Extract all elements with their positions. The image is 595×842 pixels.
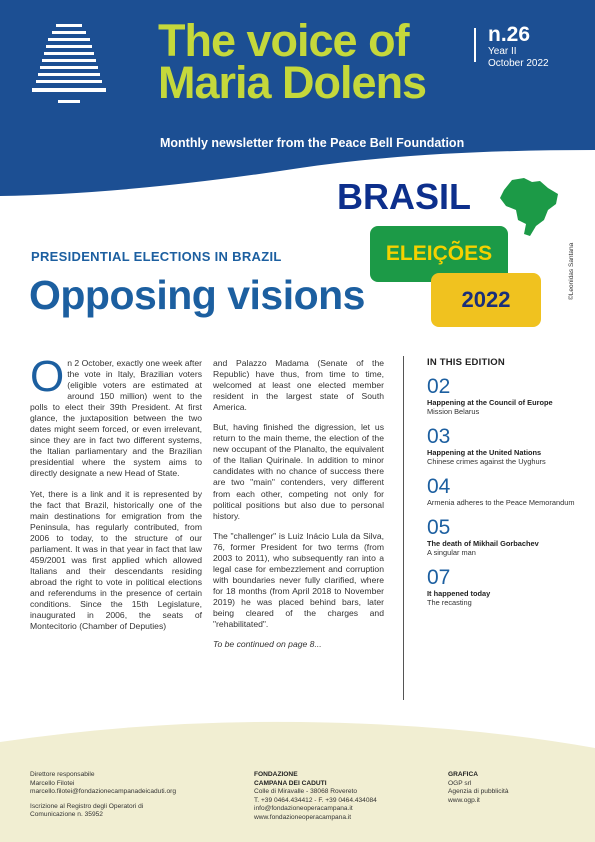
toc-description: The recasting bbox=[427, 598, 472, 607]
toc-description: Mission Belarus bbox=[427, 407, 480, 416]
brasil-label: BRASIL bbox=[337, 176, 471, 217]
paragraph-text: n 2 October, exactly one week after the vote in Italy, Brazilian voters (eligible voters are estimated at around 150 million) went to the polls to elect their 39th President. At first glance, the juxtaposition between the two dates might seem forced, or even irrelevant, since they are in fact two different systems, the Italian parliamentary and the Brazilian presidential where the system aims to directly designate a new Head of State. bbox=[30, 358, 202, 479]
toc-item[interactable] bbox=[427, 517, 577, 557]
toc-item[interactable] bbox=[427, 567, 577, 607]
election-year-badge: 2022 bbox=[431, 273, 541, 327]
foundation-website[interactable]: www.fondazioneoperacampana.it bbox=[254, 813, 352, 821]
title-line-1: The voice of bbox=[158, 15, 409, 66]
toc-title: IN THIS EDITION bbox=[427, 357, 505, 368]
article-paragraph: Yet, there is a link and it is represented by the fact that Brazil, historically one of the main destinations for emigration from the Peninsula, has regularly contributed, from 2006 to today, to the structure of our parliament. It was in that year in fact that law 459/2001 was first applied which allowed Italians and their descendants residing abroad the right to vote in political elections and referendums in the presence of certain conditions. Since the 15th Legislature, inaugurated in 2006, the seats of Montecitorio (Chamber of Deputies) bbox=[30, 488, 202, 632]
issue-date: October 2022 bbox=[488, 58, 549, 69]
foundation-phone: T. +39 0464.434412 - F. +39 0464.434084 bbox=[254, 796, 377, 804]
toc-page-number: 07 bbox=[427, 566, 451, 589]
issue-year: Year II bbox=[488, 46, 517, 57]
title-line-2: Maria Dolens bbox=[158, 57, 427, 108]
graphics-website[interactable]: www.ogp.it bbox=[448, 796, 480, 804]
article-headline: Opposing visions bbox=[29, 272, 365, 318]
editor-label: Direttore responsabile bbox=[30, 771, 95, 778]
article-paragraph: and Palazzo Madama (Senate of the Republic) have thus, from time to time, welcomed at least one elected member resident in the largest state of South America. bbox=[213, 358, 384, 413]
toc-item[interactable] bbox=[427, 426, 577, 466]
toc-description: A singular man bbox=[427, 548, 476, 557]
toc-section: Happening at the United Nations bbox=[427, 448, 542, 457]
column-divider bbox=[403, 356, 404, 700]
graphics-agency: Agenzia di pubblicità bbox=[448, 788, 509, 796]
elections-badge: ELEIÇÕES bbox=[370, 226, 508, 282]
masthead bbox=[0, 0, 595, 200]
footer-editor bbox=[30, 771, 230, 820]
article-paragraph bbox=[30, 352, 202, 480]
footer-foundation bbox=[254, 771, 454, 823]
registry-line-1: Iscrizione al Registro degli Operatori di bbox=[30, 802, 144, 810]
foundation-name-2: CAMPANA DEI CADUTI bbox=[254, 779, 327, 787]
editor-name: Marcello Filotei bbox=[30, 779, 75, 787]
toc-section: Happening at the Council of Europe bbox=[427, 398, 553, 407]
graphics-label: GRAFICA bbox=[448, 771, 479, 778]
continued-note: To be continued on page 8... bbox=[213, 639, 322, 650]
photo-credit: ©Leonidas Santana bbox=[568, 242, 575, 300]
issue-number: n.26 bbox=[488, 23, 531, 46]
peace-bell-logo-icon bbox=[28, 22, 108, 122]
table-of-contents bbox=[427, 357, 577, 617]
toc-page-number: 03 bbox=[427, 425, 451, 448]
toc-section: It happened today bbox=[427, 589, 491, 598]
toc-page-number: 04 bbox=[427, 475, 451, 498]
toc-page-number: 05 bbox=[427, 516, 451, 539]
toc-description: Armenia adheres to the Peace Memorandum bbox=[427, 498, 575, 507]
newsletter-subtitle: Monthly newsletter from the Peace Bell Foundation bbox=[160, 136, 465, 150]
article-column-1 bbox=[30, 352, 202, 641]
toc-page-number: 02 bbox=[427, 375, 451, 398]
editor-email[interactable]: marcello.filotei@fondazionecampanadeicaduti.org bbox=[30, 788, 176, 796]
foundation-email[interactable]: info@fondazioneoperacampana.it bbox=[254, 805, 353, 813]
toc-section: The death of Mikhail Gorbachev bbox=[427, 539, 539, 548]
toc-description: Chinese crimes against the Uyghurs bbox=[427, 457, 546, 466]
issue-separator bbox=[474, 28, 476, 62]
foundation-name-1: FONDAZIONE bbox=[254, 771, 298, 778]
article-column-2 bbox=[213, 358, 384, 659]
registry-line-2: Comunicazione n. 35952 bbox=[30, 811, 103, 819]
newsletter-title bbox=[158, 15, 427, 108]
toc-item[interactable] bbox=[427, 476, 577, 507]
footer-graphics bbox=[448, 771, 588, 805]
article-paragraph: The "challenger" is Luiz Inácio Lula da Silva, 76, former President for two terms (from 2003 to 2011), who subsequently ran into a legal case for embezzlement and corruption with boundaries never fully clarified, where for 18 months (from April 2018 to November 2019) he was placed behind bars, later being cleared of the charges and "rehabilitated". bbox=[213, 530, 384, 630]
article-kicker: PRESIDENTIAL ELECTIONS IN BRAZIL bbox=[31, 249, 282, 264]
issue-info bbox=[488, 24, 549, 70]
article-paragraph: But, having finished the digression, let us return to the main theme, the election of the new occupant of the Planalto, the equivalent of the Italian Quirinale. In addition to minor candidates with no chance of success there are two "main" contenders, very different from each other, competing not only for political positions but also due to personal history. bbox=[213, 422, 384, 521]
drop-cap: O bbox=[30, 352, 65, 401]
foundation-address: Colle di Miravalle - 38068 Rovereto bbox=[254, 788, 357, 796]
toc-item[interactable] bbox=[427, 376, 577, 416]
graphics-company: OGP srl bbox=[448, 779, 472, 787]
